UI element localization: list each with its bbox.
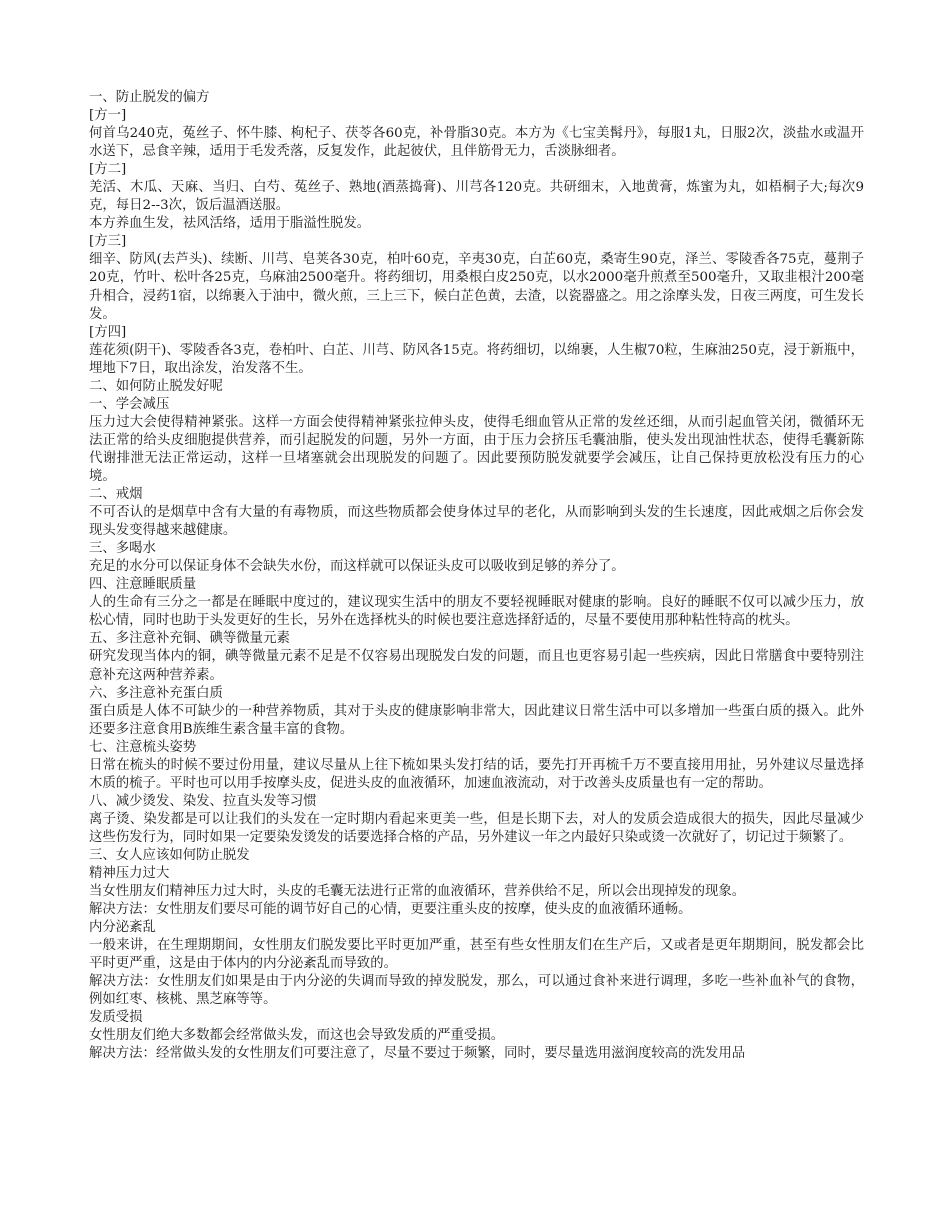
document-body xyxy=(89,89,864,1064)
section-heading-2: 二、如何防止脱发好呢 xyxy=(89,378,223,394)
solution-paragraph: 解决方法：女性朋友们如果是由于内分泌的失调而导致的掉发脱发，那么，可以通过食补来进行调理，多吃一些补血补气的食物，例如红枣、核桃、黑芝麻等等。 xyxy=(89,974,864,1008)
paragraph: 当女性朋友们精神压力过大时，头皮的毛囊无法进行正常的血液循环，营养供给不足，所以会出现掉发的现象。 xyxy=(89,884,746,900)
recipe-label-4: [方四] xyxy=(89,324,127,340)
subheading: 一、学会减压 xyxy=(89,396,170,412)
section-heading-1: 一、防止脱发的偏方 xyxy=(89,90,210,105)
paragraph: 充足的水分可以保证身体不会缺失水份，而这样就可以保证头皮可以吸收到足够的养分了。 xyxy=(89,559,625,575)
paragraph: 人的生命有三分之一都是在睡眠中度过的，建议现实生活中的朋友不要轻视睡眠对健康的影响。良好的睡眠不仅可以减少压力，放松心情，同时也助于头发更好的生长，另外在选择枕头的时候也要注意选择舒适的，尽量不要使用那种粘性特高的枕头。 xyxy=(89,595,864,629)
paragraph: 不可否认的是烟草中含有大量的有毒物质，而这些物质都会使身体过早的老化，从而影响到头发的生长速度，因此戒烟之后你会发现头发变得越来越健康。 xyxy=(89,505,864,539)
recipe-text-3: 细辛、防风(去芦头)、续断、川芎、皂荚各30克，柏叶60克，辛夷30克，白芷60克，桑寄生90克，泽兰、零陵香各75克，蔓荆子20克，竹叶、松叶各25克，乌麻油2500毫升。将药细切，用桑根白皮250克，以水2000毫升煎煮至500毫升，又取韭根汁200毫升相合，浸药1宿，以绵裹入于油中，微火煎，三上三下，候白芷色黄，去渣，以瓷器盛之。用之涂摩头发，日夜三两度，可生发长发。 xyxy=(89,252,864,322)
recipe-text-1: 何首乌240克，菟丝子、怀牛膝、枸杞子、茯苓各60克，补骨脂30克。本方为《七宝美髯丹》，每服1丸，日服2次，淡盐水或温开水送下，忌食辛辣，适用于毛发秃落，反复发作，此起彼伏，且伴筋骨无力，舌淡脉细者。 xyxy=(89,126,864,160)
recipe-text-4: 莲花须(阴干)、零陵香各3克，卷柏叶、白芷、川芎、防风各15克。将药细切，以绵裹，人生椒70粒，生麻油250克，浸于新瓶中，埋地下7日，取出涂发，治发落不生。 xyxy=(89,342,864,376)
subheading: 八、减少烫发、染发、拉直头发等习惯 xyxy=(89,793,317,809)
subheading: 四、注意睡眠质量 xyxy=(89,577,197,593)
paragraph: 一般来讲，在生理期期间，女性朋友们脱发要比平时更加严重，甚至有些女性朋友们在生产后，又或者是更年期期间，脱发都会比平时更严重，这是由于体内的内分泌紊乱而导致的。 xyxy=(89,938,864,972)
subheading: 七、注意梳头姿势 xyxy=(89,739,197,755)
subheading: 内分泌紊乱 xyxy=(89,920,156,936)
paragraph: 压力过大会使得精神紧张。这样一方面会使得精神紧张拉伸头皮，使得毛细血管从正常的发丝还细，从而引起血管关闭，微循环无法正常的给头皮细胞提供营养，而引起脱发的问题，另外一方面，由于压力会挤压毛囊油脂，使头发出现油性状态，使得毛囊新陈代谢排泄无法正常运动，这样一旦堵塞就会出现脱发的问题了。因此要预防脱发就要学会减压，让自己保持更放松没有压力的心境。 xyxy=(89,414,864,484)
paragraph: 日常在梳头的时候不要过份用量，建议尽量从上往下梳如果头发打结的话，要先打开再梳千万不要直接用用扯，另外建议尽量选择木质的梳子。平时也可以用手按摩头皮，促进头皮的血液循环，加速血液流动，对于改善头皮质量也有一定的帮助。 xyxy=(89,757,864,791)
subheading: 二、戒烟 xyxy=(89,487,143,503)
section-heading-3: 三、女人应该如何防止脱发 xyxy=(89,847,250,863)
recipe-label-2: [方二] xyxy=(89,162,127,178)
recipe-text-2: 羌活、木瓜、天麻、当归、白芍、菟丝子、熟地(酒蒸捣膏)、川芎各120克。共研细末，入地黄膏，炼蜜为丸，如梧桐子大;每次9克，每日2--3次，饭后温酒送服。 xyxy=(89,180,864,214)
recipe-note-2: 本方养血生发，祛风活络，适用于脂溢性脱发。 xyxy=(89,216,371,232)
paragraph: 女性朋友们绝大多数都会经常做头发，而这也会导致发质的严重受损。 xyxy=(89,1028,505,1044)
subheading: 三、多喝水 xyxy=(89,541,156,557)
solution-paragraph: 解决方法：女性朋友们要尽可能的调节好自己的心情，更要注重头皮的按摩，使头皮的血液循环通畅。 xyxy=(89,902,692,918)
recipe-label-1: [方一] xyxy=(89,108,127,124)
paragraph: 研究发现当体内的铜，碘等微量元素不足是不仅容易出现脱发白发的问题，而且也更容易引起一些疾病，因此日常膳食中要特别注意补充这两种营养素。 xyxy=(89,649,864,683)
subheading: 六、多注意补充蛋白质 xyxy=(89,685,223,701)
recipe-label-3: [方三] xyxy=(89,234,127,250)
subheading: 发质受损 xyxy=(89,1010,143,1026)
solution-paragraph: 解决方法：经常做头发的女性朋友们可要注意了，尽量不要过于频繁，同时，要尽量选用滋润度较高的洗发用品 xyxy=(89,1046,746,1062)
subheading: 精神压力过大 xyxy=(89,866,170,882)
paragraph: 蛋白质是人体不可缺少的一种营养物质，其对于头皮的健康影响非常大，因此建议日常生活中可以多增加一些蛋白质的摄入。此外还要多注意食用B族维生素含量丰富的食物。 xyxy=(89,703,864,737)
paragraph: 离子烫、染发都是可以让我们的头发在一定时期内看起来更美一些，但是长期下去，对人的发质会造成很大的损失，因此尽量减少这些伤发行为，同时如果一定要染发烫发的话要选择合格的产品，另外建议一年之内最好只染或烫一次就好了，切记过于频繁了。 xyxy=(89,811,864,845)
subheading: 五、多注意补充铜、碘等微量元素 xyxy=(89,631,290,647)
